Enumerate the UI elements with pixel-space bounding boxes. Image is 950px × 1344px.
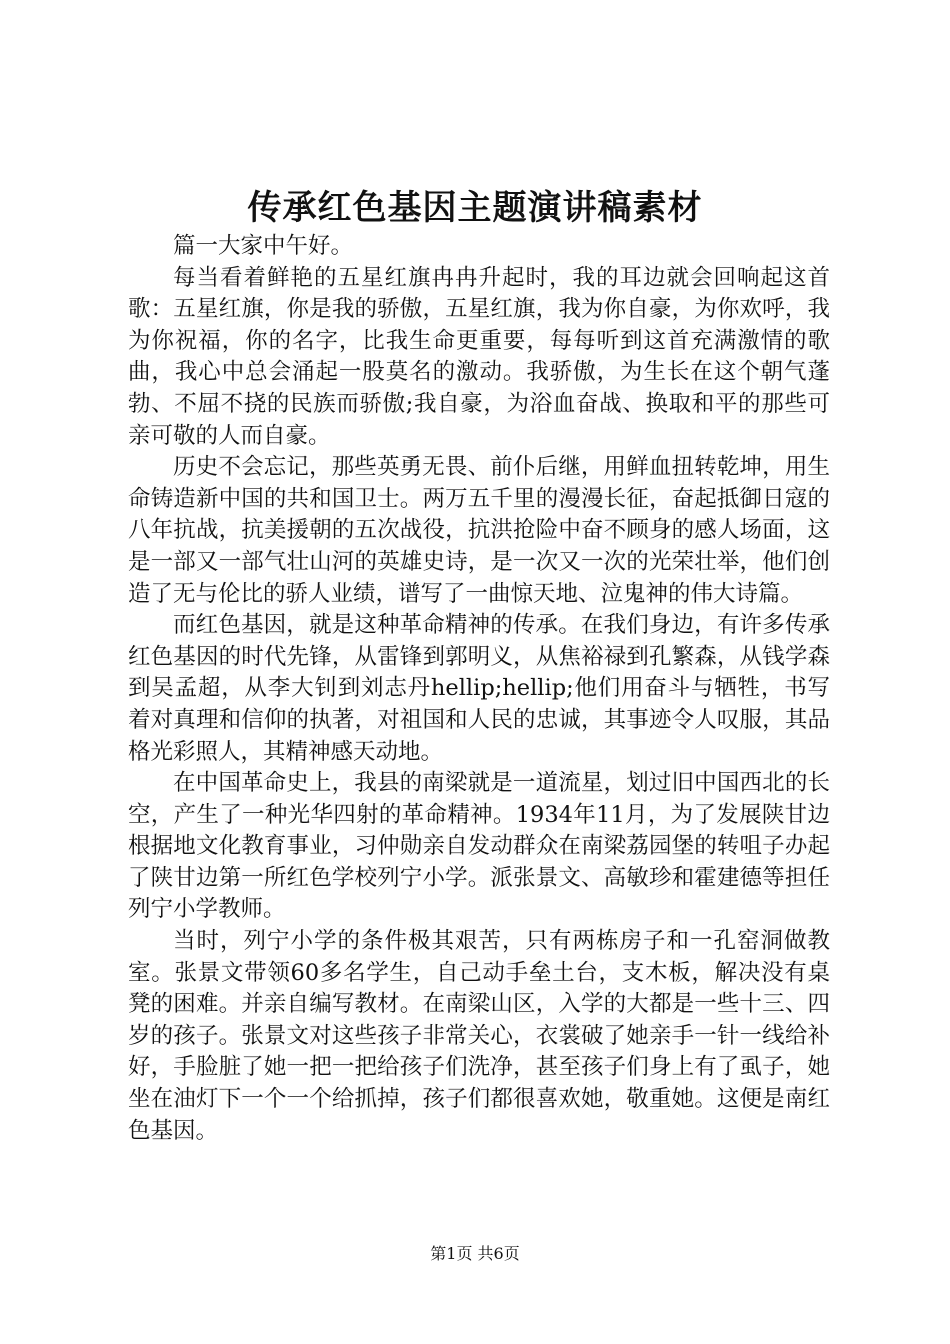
paragraph-5: 在中国革命史上，我县的南梁就是一道流星，划过旧中国西北的长空，产生了一种光华四射的革命精神。1934年11月，为了发展陕甘边根据地文化教育事业，习仲勋亲自发动群众在南梁荔园堡的转咀子办起了陕甘边第一所红色学校列宁小学。派张景文、高敏珍和霍建德等担任列宁小学教师。 <box>128 770 830 923</box>
paragraph-2: 每当看着鲜艳的五星红旗冉冉升起时，我的耳边就会回响起这首歌：五星红旗，你是我的骄傲，五星红旗，我为你自豪，为你欢呼，我为你祝福，你的名字，比我生命更重要，每每听到这首充满激情的歌曲，我心中总会涌起一股莫名的激动。我骄傲，为生长在这个朝气蓬勃、不屈不挠的民族而骄傲;我自豪，为浴血奋战、换取和平的那些可亲可敬的人而自豪。 <box>128 264 830 449</box>
document-title: 传承红色基因主题演讲稿素材 <box>247 188 703 228</box>
paragraph-1: 篇一大家中午好。 <box>173 233 354 259</box>
paragraph-3: 历史不会忘记，那些英勇无畏、前仆后继，用鲜血扭转乾坤，用生命铸造新中国的共和国卫士。两万五千里的漫漫长征，奋起抵御日寇的八年抗战，抗美援朝的五次战役，抗洪抢险中奋不顾身的感人场面，这是一部又一部气壮山河的英雄史诗，是一次又一次的光荣壮举，他们创造了无与伦比的骄人业绩，谱写了一曲惊天地、泣鬼神的伟大诗篇。 <box>128 454 830 607</box>
paragraph-4: 而红色基因，就是这种革命精神的传承。在我们身边，有许多传承红色基因的时代先锋，从雷锋到郭明义，从焦裕禄到孔繁森，从钱学森到吴孟超，从李大钊到刘志丹hellip;hellip;他们用奋斗与牺牲，书写着对真理和信仰的执著，对祖国和人民的忠诚，其事迹令人叹服，其品格光彩照人，其精神感天动地。 <box>128 612 830 765</box>
document-body <box>128 231 830 1147</box>
paragraph-6: 当时，列宁小学的条件极其艰苦，只有两栋房子和一孔窑洞做教室。张景文带领60多名学生，自己动手垒土台，支木板，解决没有桌凳的困难。并亲自编写教材。在南梁山区，入学的大都是一些十三、四岁的孩子。张景文对这些孩子非常关心，衣裳破了她亲手一针一线给补好，手脸脏了她一把一把给孩子们洗净，甚至孩子们身上有了虱子，她坐在油灯下一个一个给抓掉，孩子们都很喜欢她，敬重她。这便是南红色基因。 <box>128 928 830 1144</box>
page-number-footer: 第1页 共6页 <box>430 1244 520 1263</box>
